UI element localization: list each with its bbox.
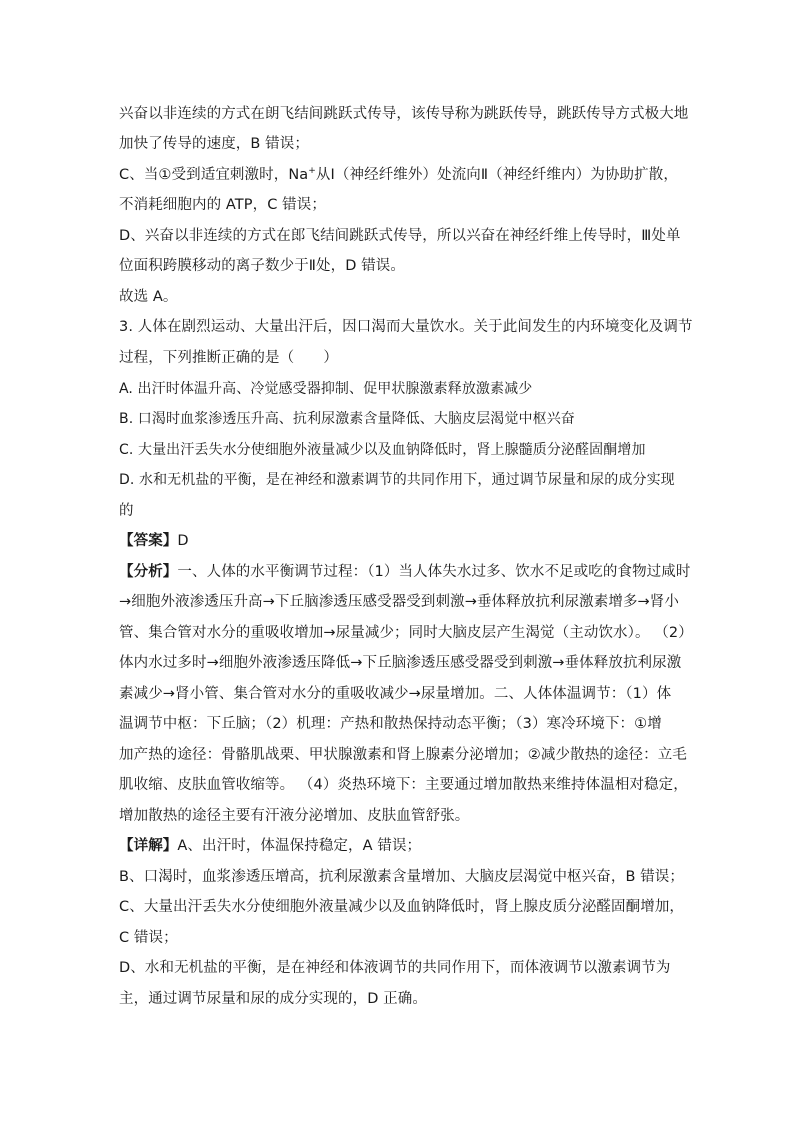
detail-line-6: 主，通过调节尿量和尿的成分实现的，D 正确。	[119, 991, 427, 1007]
prev-explanation-line-6: 位面积跨膜移动的离子数少于Ⅱ处，D 错误。	[119, 258, 406, 274]
prev-explanation-line-3	[119, 165, 678, 185]
option-c: C. 大量出汗丢失水分使细胞外液量减少以及血钠降低时，肾上腺髓质分泌醛固酮增加	[119, 442, 646, 458]
detail-line-5: D、水和无机盐的平衡，是在神经和体液调节的共同作用下，而体液调节以激素调节为	[119, 960, 671, 976]
prev-explanation-line-5: D、兴奋以非连续的方式在郎飞结间跳跃式传导，所以兴奋在神经纤维上传导时，Ⅲ处单	[119, 228, 681, 244]
analysis-line-9: 增加散热的途径主要有汗液分泌增加、皮肤血管舒张。	[119, 808, 470, 824]
option-a: A. 出汗时体温升高、冷觉感受器抑制、促甲状腺激素释放激素减少	[119, 381, 533, 397]
detail-line-3: C、大量出汗丢失水分使细胞外液量减少以及血钠降低时，肾上腺皮质分泌醛固酮增加，	[119, 899, 685, 915]
analysis-line-4: 体内水过多时→细胞外液渗透压降低→下丘脑渗透压感受器受到刺激→垂体释放抗利尿激	[119, 655, 682, 671]
question-stem-line-2: 过程，下列推断正确的是（ ）	[119, 350, 338, 366]
analysis-line-6: 温调节中枢：下丘脑；（2）机理：产热和散热保持动态平衡；（3）寒冷环境下：①增	[119, 716, 662, 732]
prev-explanation-line-1: 兴奋以非连续的方式在朗飞结间跳跃式传导，该传导称为跳跃传导，跳跃传导方式极大地	[119, 106, 689, 122]
detail-line-4: C 错误；	[119, 930, 178, 946]
option-b: B. 口渴时血浆渗透压升高、抗利尿激素含量降低、大脑皮层渴觉中枢兴奋	[119, 411, 575, 427]
answer-line	[119, 531, 189, 551]
analysis-line-8: 肌收缩、皮肤血管收缩等。 （4）炎热环境下：主要通过增加散热来维持体温相对稳定，	[119, 777, 688, 793]
prev-explanation-line-3-post: 从Ⅰ（神经纤维外）处流向Ⅱ（神经纤维内）为协助扩散，	[315, 167, 678, 183]
answer-value: D	[177, 533, 189, 549]
analysis-line-5: 素减少→肾小管、集合管对水分的重吸收减少→尿量增加。二、人体体温调节：（1）体	[119, 686, 672, 702]
analysis-line-2: →细胞外液渗透压升高→下丘脑渗透压感受器受到刺激→垂体释放抗利尿激素增多→肾小	[119, 594, 679, 610]
detail-line-1	[119, 836, 421, 856]
question-stem-line-1: 3. 人体在剧烈运动、大量出汗后，因口渴而大量饮水。关于此间发生的内环境变化及调节	[119, 319, 693, 335]
prev-explanation-conclusion: 故选 A。	[119, 289, 178, 305]
analysis-line-1	[119, 562, 690, 582]
detail-line-2: B、口渴时，血浆渗透压增高，抗利尿激素含量增加、大脑皮层渴觉中枢兴奋，B 错误；	[119, 869, 685, 885]
analysis-line-1-text: 一、人体的水平衡调节过程：（1）当人体失水过多、饮水不足或吃的食物过咸时	[177, 564, 691, 580]
prev-explanation-line-3-pre: C、当①受到适宜刺激时，Na	[119, 167, 309, 183]
prev-explanation-line-2: 加快了传导的速度，B 错误；	[119, 136, 309, 152]
sodium-ion-charge: +	[308, 166, 316, 177]
analysis-line-7: 加产热的途径：骨骼肌战栗、甲状腺激素和肾上腺素分泌增加；②减少散热的途径：立毛	[119, 747, 687, 763]
analysis-line-3: 管、集合管对水分的重吸收增加→尿量减少；同时大脑皮层产生渴觉（主动饮水）。 （2）	[119, 625, 693, 641]
prev-explanation-line-4: 不消耗细胞内的 ATP，C 错误；	[119, 197, 326, 213]
analysis-label: 【分析】	[119, 564, 178, 580]
option-d-line-2: 的	[119, 503, 134, 519]
detail-label: 【详解】	[119, 838, 178, 854]
answer-label: 【答案】	[119, 533, 178, 549]
detail-line-1-text: A、出汗时，体温保持稳定，A 错误；	[177, 838, 422, 854]
option-d-line-1: D. 水和无机盐的平衡，是在神经和激素调节的共同作用下，通过调节尿量和尿的成分实现	[119, 472, 675, 488]
